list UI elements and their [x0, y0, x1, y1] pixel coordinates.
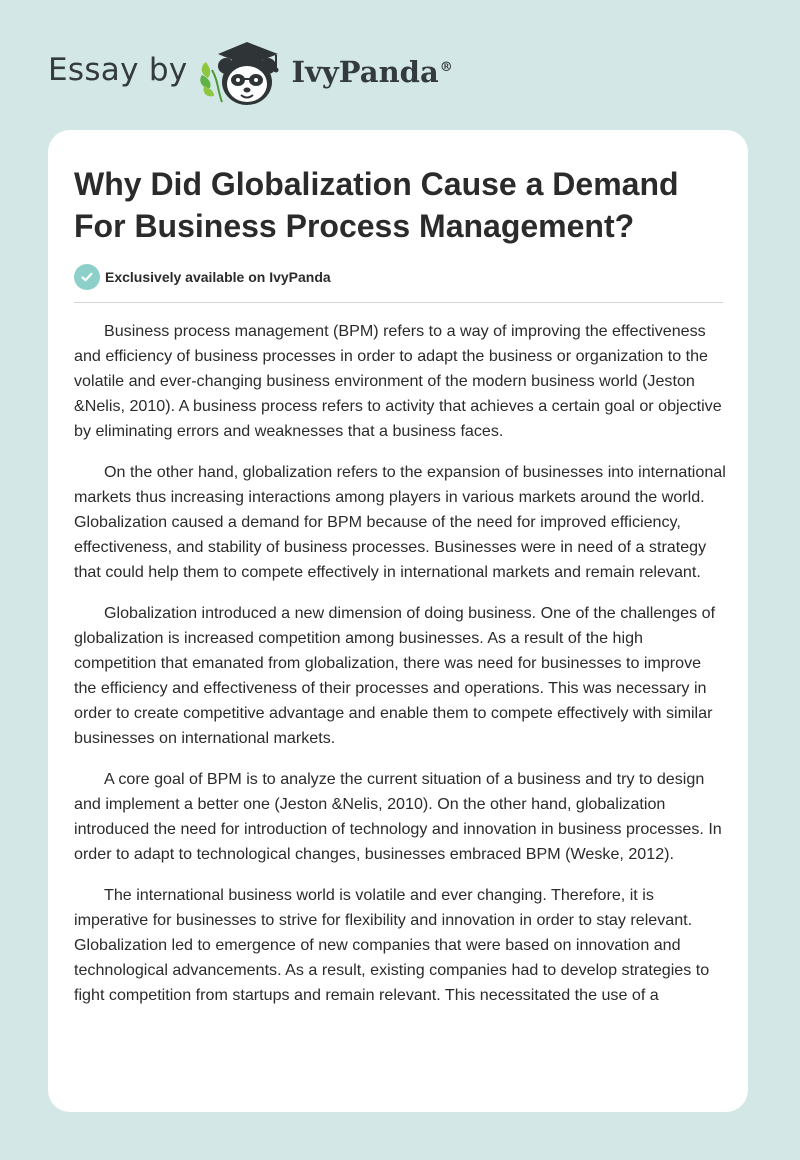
essay-body [74, 319, 726, 1024]
essay-paragraph: The international business world is volatile and ever changing. Therefore, it is imperative for businesses to strive for flexibility and innovation in order to stay relevant. Globalization led to emergence of new companies that were based on innovation and technological advancements. As a result, existing companies had to develop strategies to fight competition from startups and remain relevant. This necessitated the use of a [74, 886, 710, 1004]
registered-mark: ® [439, 60, 453, 76]
essay-paragraph: Globalization introduced a new dimension of doing business. One of the challenges of globalization is increased competition among businesses. As a result of the high competition that emanated from globalization, there was need for businesses to improve the efficiency and effectiveness of their processes and operations. This was necessary in order to create competitive advantage and enable them to compete effectively with similar businesses on international markets. [74, 604, 716, 747]
essay-card [48, 130, 748, 1112]
brand-name: IvyPanda® [291, 55, 453, 89]
brand-prefix: Essay by [48, 52, 188, 88]
essay-paragraph: Business process management (BPM) refers to a way of improving the effectiveness and efficiency of business processes in order to adapt the business or organization to the volatile and ever-changing business environment of the modern business world (Jeston &Nelis, 2010). A business process refers to activity that achieves a certain goal or objective by eliminating errors and weaknesses that a business faces. [74, 322, 722, 440]
title-divider [74, 302, 723, 303]
essay-title: Why Did Globalization Cause a Demand For Business Process Management? [74, 166, 679, 244]
exclusive-badge [74, 264, 331, 290]
brand-header[interactable] [48, 30, 453, 110]
check-circle-icon [74, 264, 100, 290]
panda-graduate-logo-icon [198, 30, 290, 110]
essay-paragraph: A core goal of BPM is to analyze the current situation of a business and try to design and implement a better one (Jeston &Nelis, 2010). On the other hand, globalization introduced the need for introduction of technology and innovation in business processes. In order to adapt to technological changes, businesses embraced BPM (Weske, 2012). [74, 770, 722, 863]
exclusive-badge-label: Exclusively available on IvyPanda [105, 269, 331, 285]
essay-paragraph: On the other hand, globalization refers to the expansion of businesses into international markets thus increasing interactions among players in various markets around the world. Globalization caused a demand for BPM because of the need for improved efficiency, effectiveness, and stability of business processes. Businesses were in need of a strategy that could help them to compete effectively in international markets and remain relevant. [74, 463, 726, 581]
